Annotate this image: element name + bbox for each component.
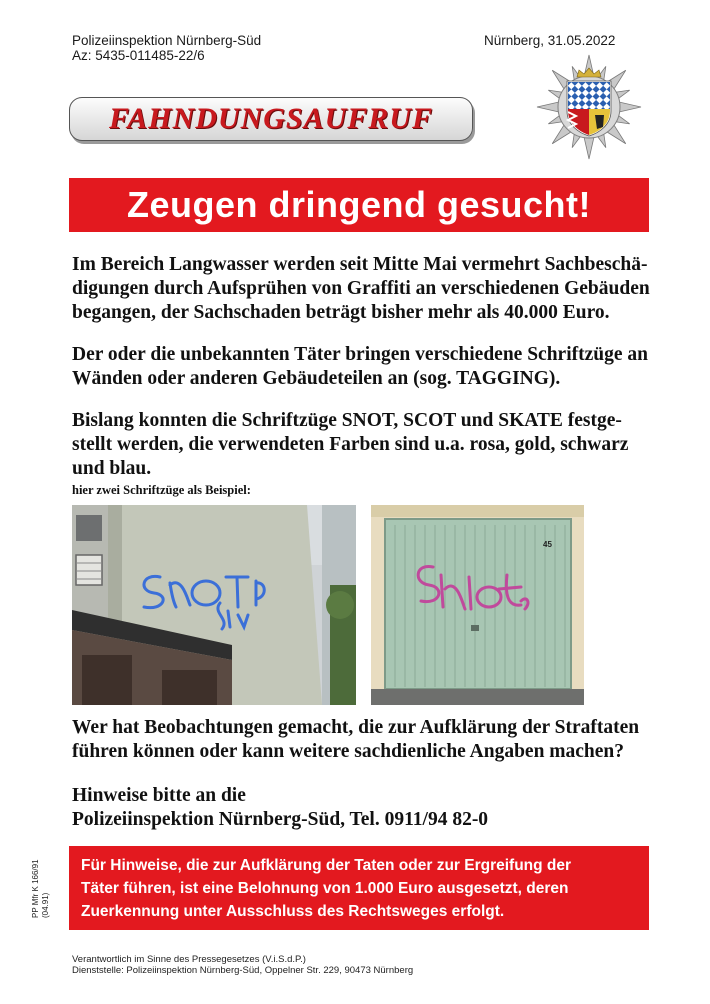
form-code-line2: (04.91)	[41, 892, 50, 918]
place-date: Nürnberg, 31.05.2022	[484, 33, 616, 48]
text-line: Zuerkennung unter Ausschluss des Rechtsweges erfolgt.	[81, 903, 505, 920]
text-line: begangen, der Sachschaden beträgt bisher mehr als 40.000 Euro.	[72, 302, 610, 323]
contact-phone: Polizeiinspektion Nürnberg-Süd, Tel. 0911/94 82-0	[72, 809, 489, 830]
text-line: Wer hat Beobachtungen gemacht, die zur Aufklärung der Straftaten	[72, 717, 640, 738]
text-line: stellt werden, die verwendeten Farben sind u.a. rosa, gold, schwarz	[72, 434, 629, 455]
text-line: Wänden oder anderen Gebäudeteilen an (sog. TAGGING).	[72, 368, 561, 389]
garage-number: 45	[543, 540, 552, 549]
paragraph-damage	[72, 253, 672, 325]
header-office-block	[72, 33, 261, 63]
text-line: und blau.	[72, 458, 152, 479]
text-line: Bislang konnten die Schriftzüge SNOT, SCOT und SKATE festge-	[72, 410, 622, 431]
paragraph-tags	[72, 409, 672, 481]
reference-number: Az: 5435-011485-22/6	[72, 48, 205, 63]
text-line: führen können oder kann weitere sachdienliche Angaben machen?	[72, 741, 625, 762]
graffiti-photo-garage	[371, 505, 584, 705]
paragraph-contact	[72, 784, 672, 832]
headline-box	[69, 178, 649, 232]
headline-text: Zeugen dringend gesucht!	[126, 184, 591, 225]
reward-box	[69, 846, 649, 930]
reward-text	[81, 854, 639, 923]
fahndungsaufruf-banner	[69, 97, 473, 141]
paragraph-witness-call	[72, 716, 672, 764]
bavarian-police-star-icon	[534, 52, 644, 162]
form-code-vertical	[28, 850, 56, 920]
example-caption: hier zwei Schriftzüge als Beispiel:	[72, 483, 251, 497]
text-line: Im Bereich Langwasser werden seit Mitte Mai vermehrt Sachbeschä-	[72, 254, 648, 275]
text-line: Täter führen, ist eine Belohnung von 1.000 Euro ausgesetzt, deren	[81, 880, 569, 897]
text-line: Für Hinweise, die zur Aufklärung der Taten oder zur Ergreifung der	[81, 857, 572, 874]
office-name: Polizeiinspektion Nürnberg-Süd	[72, 33, 262, 48]
footer-address: Dienststelle: Polizeiinspektion Nürnberg-Süd, Oppelner Str. 229, 90473 Nürnberg	[72, 965, 414, 976]
banner-title: FAHNDUNGSAUFRUF	[109, 102, 433, 135]
footer-responsible: Verantwortlich im Sinne des Pressegesetzes (V.i.S.d.P.)	[72, 954, 306, 965]
form-code-line1: PP Mfr K 166/91	[31, 859, 40, 918]
graffiti-photo-wall	[72, 505, 356, 705]
text-line: digungen durch Aufsprühen von Graffiti an verschiedenen Gebäuden	[72, 278, 650, 299]
text-line: Der oder die unbekannten Täter bringen verschiedene Schriftzüge an	[72, 344, 648, 365]
paragraph-perpetrators	[72, 343, 672, 391]
text-line: Hinweise bitte an die	[72, 785, 246, 806]
